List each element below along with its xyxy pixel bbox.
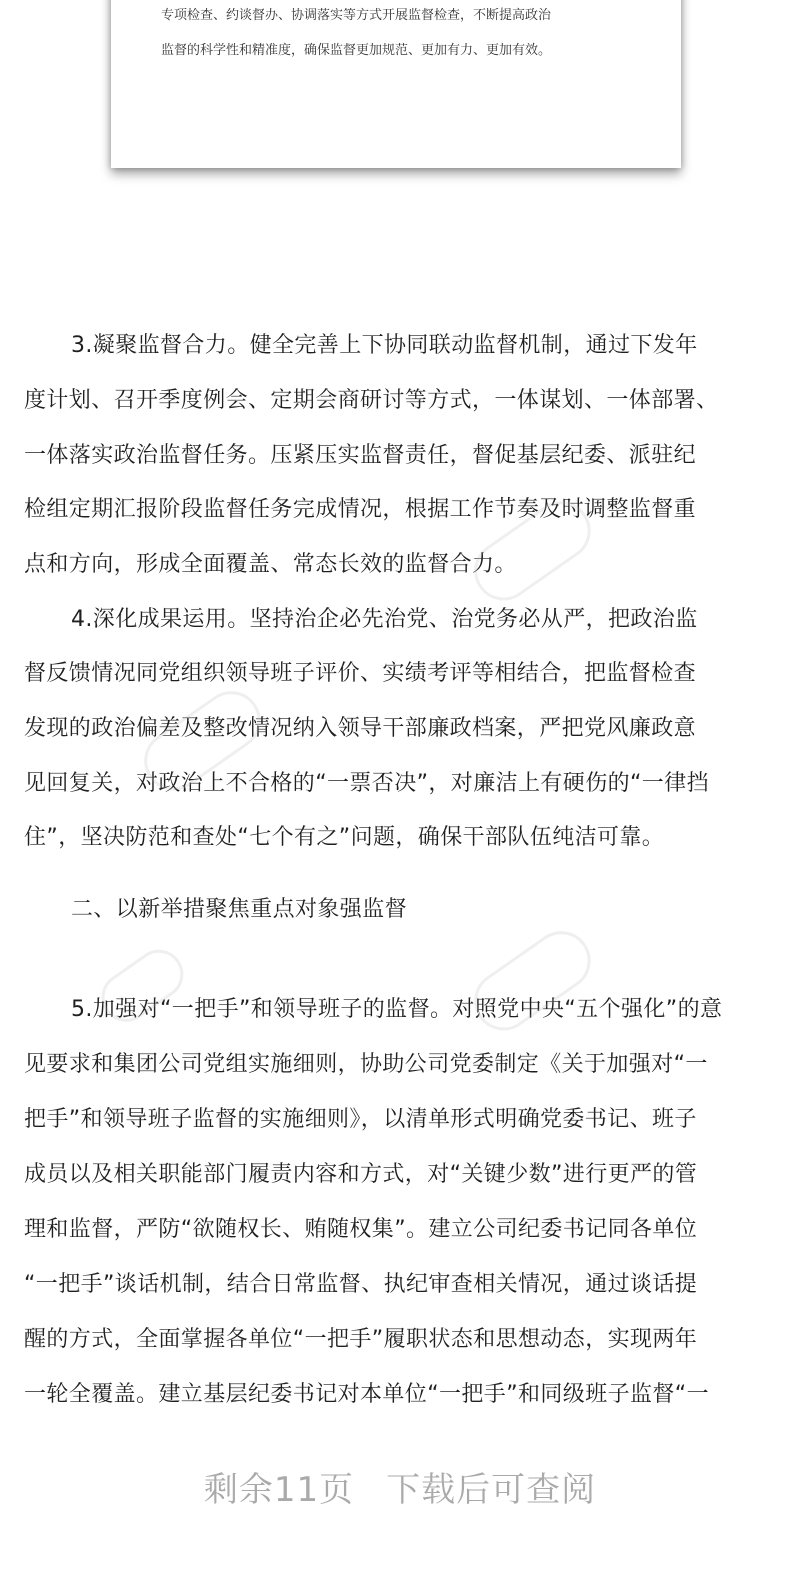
section-heading: 二、以新举措聚焦重点对象强监督 [71, 897, 408, 922]
download-prompt[interactable] [0, 1470, 800, 1510]
paragraph-4-line: 4.深化成果运用。坚持治企必先治党、治党务必从严，把政治监 [71, 607, 698, 632]
paragraph-3-line: 度计划、召开季度例会、定期会商研讨等方式，一体谋划、一体部署、 [24, 388, 719, 413]
paragraph-5-line: 一轮全覆盖。建立基层纪委书记对本单位“一把手”和同级班子监督“一 [24, 1382, 709, 1407]
paragraph-5-line: 5.加强对“一把手”和领导班子的监督。对照党中央“五个强化”的意 [71, 997, 723, 1022]
card-line: 监督的科学性和精准度，确保监督更加规范、更加有力、更加有效。 [161, 43, 552, 58]
paragraph-5-line: 理和监督，严防“欲随权长、贿随权集”。建立公司纪委书记同各单位 [24, 1217, 698, 1242]
download-to-view-text: 下载后可查阅 [386, 1470, 597, 1510]
paragraph-5-line: “一把手”谈话机制，结合日常监督、执纪审查相关情况，通过谈话提 [24, 1272, 698, 1297]
paragraph-5-line: 把手”和领导班子监督的实施细则》，以清单形式明确党委书记、班子 [24, 1107, 697, 1132]
remaining-pages-text: 剩余11页 [203, 1470, 355, 1510]
paragraph-4-line: 见回复关，对政治上不合格的“一票否决”，对廉洁上有硬伤的“一律挡 [24, 771, 709, 796]
paragraph-5-line: 醒的方式，全面掌握各单位“一把手”履职状态和思想动态，实现两年 [24, 1327, 698, 1352]
paragraph-3-line: 3.凝聚监督合力。健全完善上下协同联动监督机制，通过下发年 [71, 333, 698, 358]
paragraph-4-line: 督反馈情况同党组织领导班子评价、实绩考评等相结合，把监督检查 [24, 661, 697, 686]
paragraph-3-line: 点和方向，形成全面覆盖、常态长效的监督合力。 [24, 552, 517, 577]
paragraph-4-line: 发现的政治偏差及整改情况纳入领导干部廉政档案，严把党风廉政意 [24, 716, 697, 741]
paragraph-3-line: 检组定期汇报阶段监督任务完成情况，根据工作节奏及时调整监督重 [24, 497, 697, 522]
watermark-mark [462, 919, 608, 1050]
paragraph-3-line: 一体落实政治监督任务。压紧压实监督责任，督促基层纪委、派驻纪 [24, 443, 697, 468]
card-line: 专项检查、约谈督办、协调落实等方式开展监督检查，不断提高政治 [161, 8, 552, 23]
paragraph-5-line: 见要求和集团公司党组实施细则，协助公司党委制定《关于加强对“一 [24, 1052, 708, 1077]
paragraph-4-line: 住”，坚决防范和查处“七个有之”问题，确保干部队伍纯洁可靠。 [24, 825, 665, 850]
paragraph-5-line: 成员以及相关职能部门履责内容和方式，对“关键少数”进行更严的管 [24, 1162, 698, 1187]
quote-card [111, 0, 681, 168]
